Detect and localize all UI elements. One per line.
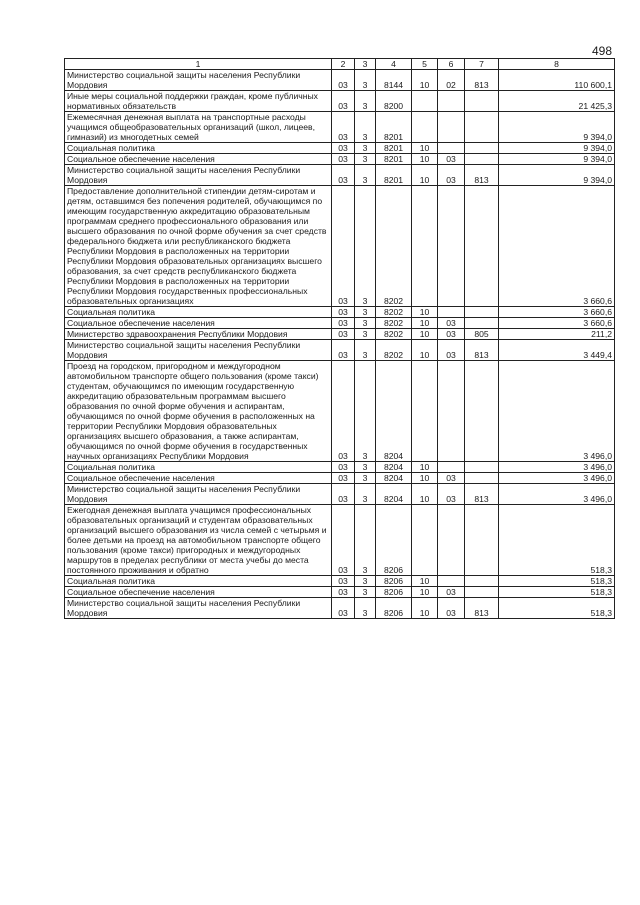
cell-code-7 xyxy=(465,462,499,473)
cell-amount: 9 394,0 xyxy=(499,143,615,154)
cell-code-3: 3 xyxy=(355,112,376,143)
cell-code-6: 03 xyxy=(438,165,465,186)
cell-amount: 3 496,0 xyxy=(499,484,615,505)
cell-code-3: 3 xyxy=(355,361,376,462)
cell-amount: 518,3 xyxy=(499,598,615,619)
cell-code-2: 03 xyxy=(332,91,355,112)
cell-code-6 xyxy=(438,307,465,318)
cell-code-3: 3 xyxy=(355,307,376,318)
cell-code-5: 10 xyxy=(412,329,438,340)
cell-code-2: 03 xyxy=(332,318,355,329)
table-row xyxy=(65,576,615,587)
row-name: Социальная политика xyxy=(65,576,332,587)
cell-code-7: 813 xyxy=(465,70,499,91)
cell-code-2: 03 xyxy=(332,484,355,505)
header-cell-1: 1 xyxy=(65,59,332,70)
cell-code-4: 8202 xyxy=(376,340,412,361)
cell-code-6 xyxy=(438,576,465,587)
cell-code-6: 03 xyxy=(438,484,465,505)
table-row xyxy=(65,462,615,473)
cell-code-4: 8204 xyxy=(376,361,412,462)
row-name: Ежемесячная денежная выплата на транспортные расходы учащимся общеобразовательных организаций (школ, лицеев, гимназий) из многодетных семей xyxy=(65,112,332,143)
table-row xyxy=(65,361,615,462)
header-row xyxy=(65,59,615,70)
cell-amount: 3 660,6 xyxy=(499,186,615,307)
cell-code-7 xyxy=(465,112,499,143)
table-body xyxy=(65,70,615,619)
cell-code-2: 03 xyxy=(332,576,355,587)
cell-code-5: 10 xyxy=(412,143,438,154)
cell-code-7: 813 xyxy=(465,598,499,619)
cell-code-4: 8200 xyxy=(376,91,412,112)
cell-code-3: 3 xyxy=(355,143,376,154)
cell-code-7 xyxy=(465,576,499,587)
cell-code-5 xyxy=(412,91,438,112)
cell-amount: 3 496,0 xyxy=(499,462,615,473)
row-name: Предоставление дополнительной стипендии детям-сиротам и детям, оставшимся без попечения родителей, обучающимся по имеющим государственную аккредитацию образовательным программам среднего профессионального образования или высшего образования по очной форме обучения за счет средств федерального бюджета или республиканского бюджета Республики Мордовия в расположенных на территории Республики Мордовия образовательных организациях высшего образования, за счет средств республиканского бюджета Республики Мордовия в расположенных на территории Республики Мордовия государственных профессиональных образовательных организациях xyxy=(65,186,332,307)
cell-amount: 21 425,3 xyxy=(499,91,615,112)
cell-code-7 xyxy=(465,587,499,598)
table-row xyxy=(65,154,615,165)
cell-code-3: 3 xyxy=(355,165,376,186)
cell-amount: 518,3 xyxy=(499,505,615,576)
cell-code-3: 3 xyxy=(355,473,376,484)
header-cell-6: 6 xyxy=(438,59,465,70)
cell-code-2: 03 xyxy=(332,340,355,361)
cell-code-5: 10 xyxy=(412,598,438,619)
cell-code-2: 03 xyxy=(332,587,355,598)
cell-code-6 xyxy=(438,361,465,462)
cell-code-4: 8202 xyxy=(376,307,412,318)
cell-code-3: 3 xyxy=(355,186,376,307)
table-row xyxy=(65,340,615,361)
row-name: Ежегодная денежная выплата учащимся профессиональных образовательных организаций и студентам образовательных организаций высшего образования из числа семей с четырьмя и более детьми на проезд на автомобильном транспорте общего пользования (кроме такси) пригородных и междугородных маршрутов в пределах республики от места учебы до места постоянного проживания и обратно xyxy=(65,505,332,576)
cell-code-4: 8204 xyxy=(376,462,412,473)
cell-code-3: 3 xyxy=(355,598,376,619)
cell-code-6: 03 xyxy=(438,318,465,329)
cell-code-3: 3 xyxy=(355,505,376,576)
cell-code-5: 10 xyxy=(412,165,438,186)
cell-code-6: 03 xyxy=(438,329,465,340)
cell-code-5 xyxy=(412,186,438,307)
cell-code-4: 8202 xyxy=(376,186,412,307)
cell-amount: 3 496,0 xyxy=(499,473,615,484)
cell-code-2: 03 xyxy=(332,329,355,340)
table-row xyxy=(65,165,615,186)
cell-code-7 xyxy=(465,154,499,165)
cell-code-4: 8144 xyxy=(376,70,412,91)
row-name: Министерство социальной защиты населения Республики Мордовия xyxy=(65,484,332,505)
cell-code-2: 03 xyxy=(332,70,355,91)
row-name: Социальная политика xyxy=(65,462,332,473)
table-row xyxy=(65,70,615,91)
cell-code-5: 10 xyxy=(412,576,438,587)
cell-code-7: 805 xyxy=(465,329,499,340)
cell-code-4: 8206 xyxy=(376,505,412,576)
cell-code-6: 03 xyxy=(438,340,465,361)
cell-code-5: 10 xyxy=(412,70,438,91)
cell-code-7: 813 xyxy=(465,165,499,186)
cell-code-5: 10 xyxy=(412,154,438,165)
cell-code-3: 3 xyxy=(355,318,376,329)
table-row xyxy=(65,112,615,143)
row-name: Министерство социальной защиты населения Республики Мордовия xyxy=(65,165,332,186)
cell-code-2: 03 xyxy=(332,186,355,307)
cell-code-2: 03 xyxy=(332,307,355,318)
row-name: Министерство социальной защиты населения Республики Мордовия xyxy=(65,70,332,91)
cell-code-5: 10 xyxy=(412,484,438,505)
cell-amount: 3 496,0 xyxy=(499,361,615,462)
row-name: Социальное обеспечение населения xyxy=(65,154,332,165)
cell-amount: 9 394,0 xyxy=(499,165,615,186)
cell-amount: 518,3 xyxy=(499,587,615,598)
cell-code-6 xyxy=(438,186,465,307)
cell-code-7 xyxy=(465,186,499,307)
cell-code-4: 8201 xyxy=(376,112,412,143)
cell-code-5 xyxy=(412,505,438,576)
cell-code-4: 8206 xyxy=(376,576,412,587)
header-cell-2: 2 xyxy=(332,59,355,70)
header-cell-5: 5 xyxy=(412,59,438,70)
cell-code-2: 03 xyxy=(332,143,355,154)
cell-code-4: 8201 xyxy=(376,165,412,186)
row-name: Социальное обеспечение населения xyxy=(65,473,332,484)
cell-code-7: 813 xyxy=(465,484,499,505)
table-row xyxy=(65,484,615,505)
table-row xyxy=(65,505,615,576)
cell-amount: 3 660,6 xyxy=(499,318,615,329)
cell-code-3: 3 xyxy=(355,587,376,598)
table-row xyxy=(65,91,615,112)
cell-amount: 3 449,4 xyxy=(499,340,615,361)
cell-code-4: 8206 xyxy=(376,587,412,598)
header-cell-8: 8 xyxy=(499,59,615,70)
cell-code-6: 03 xyxy=(438,473,465,484)
cell-amount: 211,2 xyxy=(499,329,615,340)
cell-code-2: 03 xyxy=(332,165,355,186)
cell-code-5: 10 xyxy=(412,318,438,329)
row-name: Социальная политика xyxy=(65,307,332,318)
cell-amount: 9 394,0 xyxy=(499,154,615,165)
cell-code-3: 3 xyxy=(355,576,376,587)
cell-code-4: 8206 xyxy=(376,598,412,619)
cell-code-6 xyxy=(438,143,465,154)
cell-code-5 xyxy=(412,112,438,143)
header-cell-4: 4 xyxy=(376,59,412,70)
cell-code-6 xyxy=(438,91,465,112)
table-row xyxy=(65,318,615,329)
row-name: Социальная политика xyxy=(65,143,332,154)
cell-code-6: 02 xyxy=(438,70,465,91)
cell-code-2: 03 xyxy=(332,462,355,473)
table-row xyxy=(65,598,615,619)
cell-code-2: 03 xyxy=(332,505,355,576)
cell-amount: 9 394,0 xyxy=(499,112,615,143)
cell-code-3: 3 xyxy=(355,462,376,473)
row-name: Социальное обеспечение населения xyxy=(65,318,332,329)
table-row xyxy=(65,307,615,318)
cell-code-2: 03 xyxy=(332,154,355,165)
cell-code-7: 813 xyxy=(465,340,499,361)
cell-code-6 xyxy=(438,505,465,576)
cell-amount: 518,3 xyxy=(499,576,615,587)
budget-table xyxy=(64,58,615,619)
cell-code-5: 10 xyxy=(412,473,438,484)
cell-code-7 xyxy=(465,143,499,154)
cell-code-3: 3 xyxy=(355,91,376,112)
cell-code-6 xyxy=(438,112,465,143)
page-number: 498 xyxy=(591,44,612,58)
cell-code-5: 10 xyxy=(412,587,438,598)
table-row xyxy=(65,329,615,340)
cell-code-5 xyxy=(412,361,438,462)
cell-code-4: 8204 xyxy=(376,473,412,484)
table-row xyxy=(65,473,615,484)
row-name: Проезд на городском, пригородном и междугородном автомобильном транспорте общего пользования (кроме такси) студентам, обучающимся по имеющим государственную аккредитацию образовательным программам высшего образования по очной форме обучения и аспирантам, обучающимся по очной форме обучения в расположенных на территории Республики Мордовия образовательных организациях высшего образования, а также аспирантам, обучающимся по очной форме обучения в государственных научных организациях Республики Мордовия xyxy=(65,361,332,462)
row-name: Социальное обеспечение населения xyxy=(65,587,332,598)
row-name: Иные меры социальной поддержки граждан, кроме публичных нормативных обязательств xyxy=(65,91,332,112)
cell-code-6: 03 xyxy=(438,154,465,165)
cell-code-5: 10 xyxy=(412,307,438,318)
cell-code-3: 3 xyxy=(355,329,376,340)
header-cell-3: 3 xyxy=(355,59,376,70)
table-row xyxy=(65,186,615,307)
row-name: Министерство здравоохранения Республики Мордовия xyxy=(65,329,332,340)
table-row xyxy=(65,587,615,598)
cell-code-6 xyxy=(438,462,465,473)
cell-amount: 3 660,6 xyxy=(499,307,615,318)
cell-code-2: 03 xyxy=(332,361,355,462)
cell-code-7 xyxy=(465,505,499,576)
cell-code-3: 3 xyxy=(355,70,376,91)
cell-code-6: 03 xyxy=(438,587,465,598)
row-name: Министерство социальной защиты населения Республики Мордовия xyxy=(65,598,332,619)
cell-code-5: 10 xyxy=(412,340,438,361)
cell-amount: 110 600,1 xyxy=(499,70,615,91)
header-cell-7: 7 xyxy=(465,59,499,70)
cell-code-4: 8204 xyxy=(376,484,412,505)
cell-code-3: 3 xyxy=(355,484,376,505)
cell-code-7 xyxy=(465,318,499,329)
cell-code-6: 03 xyxy=(438,598,465,619)
cell-code-4: 8201 xyxy=(376,143,412,154)
cell-code-7 xyxy=(465,91,499,112)
cell-code-7 xyxy=(465,473,499,484)
cell-code-5: 10 xyxy=(412,462,438,473)
cell-code-7 xyxy=(465,361,499,462)
row-name: Министерство социальной защиты населения Республики Мордовия xyxy=(65,340,332,361)
cell-code-4: 8202 xyxy=(376,329,412,340)
cell-code-4: 8202 xyxy=(376,318,412,329)
cell-code-2: 03 xyxy=(332,473,355,484)
cell-code-4: 8201 xyxy=(376,154,412,165)
cell-code-2: 03 xyxy=(332,112,355,143)
cell-code-2: 03 xyxy=(332,598,355,619)
cell-code-3: 3 xyxy=(355,154,376,165)
cell-code-3: 3 xyxy=(355,340,376,361)
cell-code-7 xyxy=(465,307,499,318)
table-row xyxy=(65,143,615,154)
